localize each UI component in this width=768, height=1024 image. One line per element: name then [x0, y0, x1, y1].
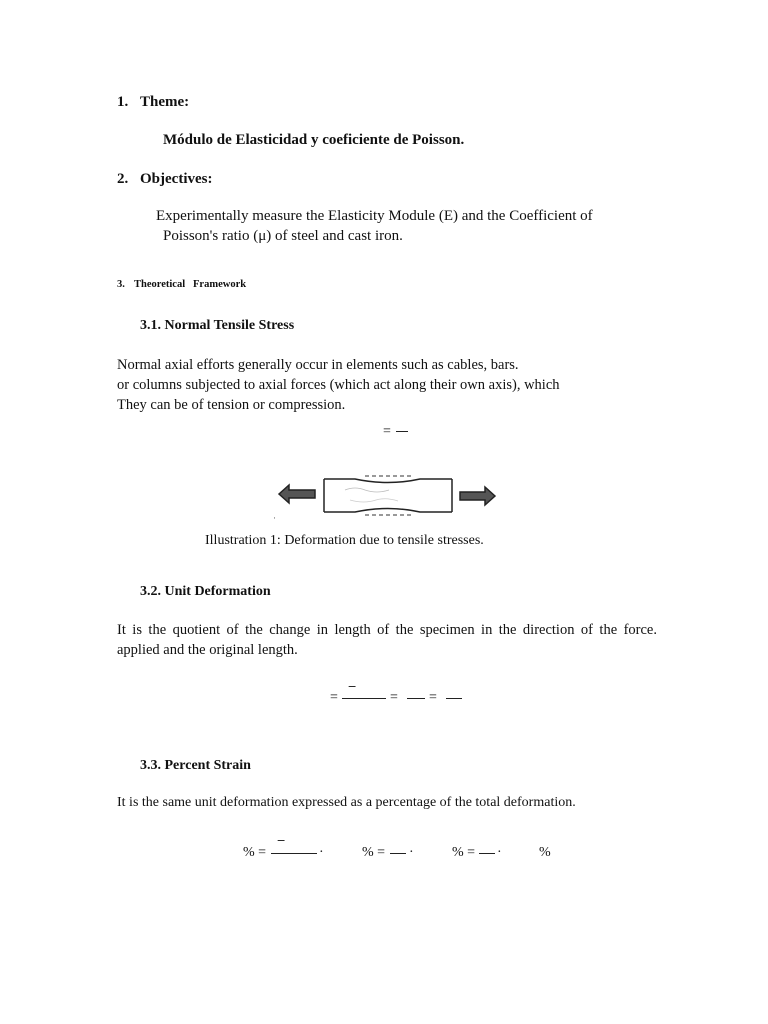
objective-line-1: Experimentally measure the Elasticity Module (E) and the Coefficient of: [156, 208, 593, 224]
section-1-title: Theme:: [140, 94, 190, 110]
fraction-bar: [446, 698, 462, 699]
paragraph-line: or columns subjected to axial forces (which act along their own axis), which: [117, 377, 560, 393]
left-arrow-icon: [279, 485, 315, 503]
formula-percent-numerator-1: −: [273, 834, 286, 847]
formula-strain-equals-1: =: [330, 690, 338, 705]
stray-mark: ·: [273, 513, 276, 523]
formula-strain-equals-3: =: [429, 690, 437, 705]
section-3-number: 3.: [117, 279, 125, 290]
fraction-bar: [342, 698, 386, 699]
fraction-bar: [479, 853, 495, 854]
formula-percent-rhs: % =: [452, 845, 476, 860]
fraction-bar: [407, 698, 425, 699]
subsection-3-2-heading: 3.2. Unit Deformation: [140, 584, 271, 599]
fraction-bar: [271, 853, 317, 854]
section-2-number: 2.: [117, 171, 129, 187]
section-1-number: 1.: [117, 94, 129, 110]
formula-percent-dot-2: ·: [409, 845, 414, 860]
section-2-title: Objectives:: [140, 171, 213, 187]
formula-percent-mid: % =: [362, 845, 386, 860]
paragraph-3-3: It is the same unit deformation expressed as a percentage of the total deformation.: [117, 795, 576, 810]
formula-stress-equals: =: [383, 424, 391, 439]
formula-strain-equals-2: =: [390, 690, 398, 705]
formula-percent-dot-3: ·: [497, 845, 502, 860]
formula-strain-numerator-1: −: [344, 680, 357, 693]
paragraph-line: applied and the original length.: [117, 642, 298, 658]
subsection-3-1-heading: 3.1. Normal Tensile Stress: [140, 318, 295, 333]
subsection-3-3-heading: 3.3. Percent Strain: [140, 758, 251, 773]
section-3-title: Theoretical Framework: [134, 279, 247, 290]
formula-percent-lhs: % =: [243, 845, 267, 860]
illustration-caption: Illustration 1: Deformation due to tensile stresses.: [205, 533, 484, 548]
fraction-bar: [390, 853, 406, 854]
paragraph-line: They can be of tension or compression.: [117, 397, 346, 413]
right-arrow-icon: [460, 487, 495, 505]
specimen-bar: [324, 476, 452, 515]
paragraph-3-2: [117, 620, 657, 660]
objective-line-2: Poisson's ratio (μ) of steel and cast iron.: [163, 228, 403, 244]
theme-text: Módulo de Elasticidad y coeficiente de Poisson.: [163, 132, 465, 148]
formula-percent-tail: %: [539, 845, 551, 860]
paragraph-line: Normal axial efforts generally occur in elements such as cables, bars.: [117, 357, 519, 373]
paragraph-line: It is the quotient of the change in length of the specimen in the direction of the force.: [117, 622, 657, 638]
formula-percent-dot-1: ·: [319, 845, 324, 860]
